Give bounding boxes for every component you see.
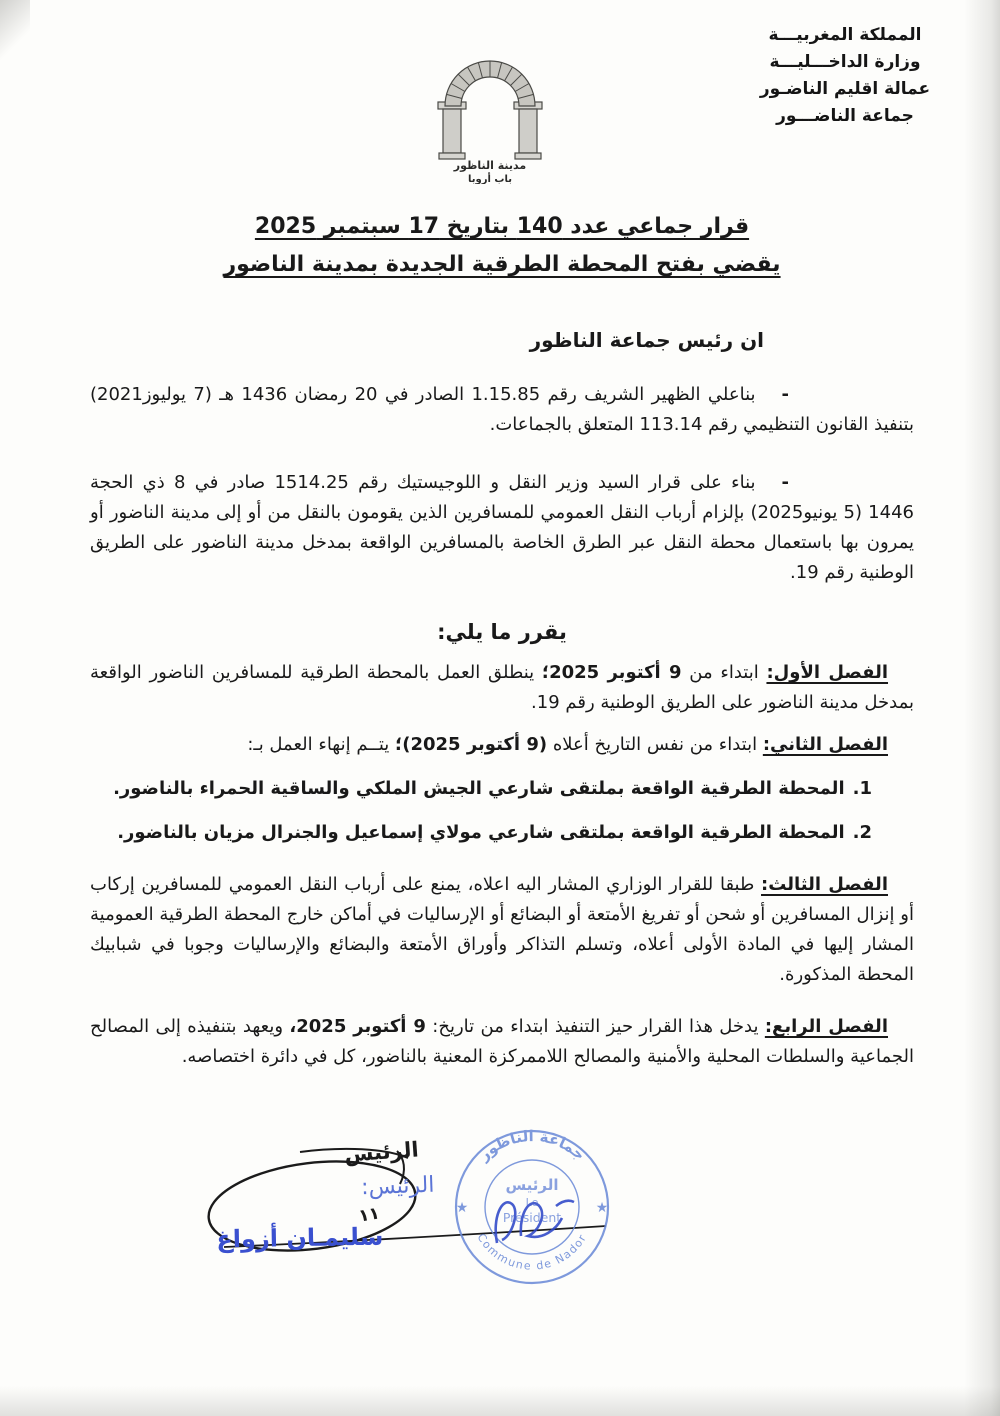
article-4 (90, 1012, 914, 1072)
stamp-top-arc-text: جماعة الناظور (475, 1127, 589, 1165)
preamble-heading: ان رئيس جماعة الناظور (529, 328, 764, 352)
document-body (90, 208, 914, 1072)
scan-corner-smudge (0, 0, 30, 64)
consideration-1-text: بناعلي الظهير الشريف رقم 1.15.85 الصادر في 20 رمضان 1436 هـ (7 يوليوز2021) بتنفيذ القانون التنظيمي رقم 113.14 المتعلق بالجماعات. (90, 384, 914, 435)
stamp-outer-ring (456, 1131, 608, 1283)
scan-edge-right (964, 0, 1000, 1416)
stamp-center-title-ar: الرئيس (505, 1176, 559, 1194)
article-4-pre: يدخل هذا القرار حيز التنفيذ ابتداء من تاريخ: (425, 1016, 765, 1037)
station-2-number: 2. (852, 822, 872, 843)
article-1-rest: ينطلق العمل بالمحطة الطرقية للمسافرين الناضور الواقعة بمدخل مدينة الناضور على الطريق الوطنية رقم 19. (90, 662, 914, 713)
article-1-pre: ابتداء من (681, 662, 767, 683)
stamp-inner-ring (485, 1160, 579, 1254)
article-1-date: 9 أكتوبر 2025؛ (541, 662, 682, 683)
signature-ellipse (204, 1151, 421, 1262)
arch-pillars (438, 102, 542, 159)
logo-caption-city: مدينة الناظور (453, 159, 527, 172)
article-2-date: (9 أكتوبر 2025)؛ (395, 734, 548, 755)
arch-icon (410, 52, 570, 184)
logo-caption-gate: باب أروبا (468, 174, 512, 184)
article-4-date: 9 أكتوبر 2025، (289, 1016, 426, 1037)
letterhead-line-kingdom: المملكة المغربيـــة (768, 25, 922, 45)
decree-title-line-2: يقضي بفتح المحطة الطرقية الجديدة بمدينة الناضور (223, 252, 781, 277)
letterhead-line-commune: جماعة الناضـــور (776, 106, 914, 126)
article-2-label: الفصل الثاني: (762, 734, 888, 755)
stamp-center-president-fr: Président (502, 1210, 562, 1225)
consideration-2 (90, 468, 914, 588)
decree-title-line-1: قرار جماعي عدد 140 بتاريخ 17 سبتمبر 2025 (254, 214, 750, 239)
stamp-top-arc-text-wrap (474, 1127, 589, 1165)
letterhead (734, 22, 956, 130)
article-3-text: طبقا للقرار الوزاري المشار اليه اعلاه، يمنع على أرباب النقل العمومي للمسافرين إركاب أو إنزال المسافرين أو شحن أو تفريغ الأمتعة أو البضائع أو الإرساليات في أماكن خارج المحطة الطرقية العمومية المشار إليها في المادة الأولى أعلاه، وتسلم التذاكر وأوراق الأمتعة والبضائع والإرساليات وجوبا في شبابيك المحطة المذكورة. (90, 874, 914, 985)
signature-hook (397, 1151, 404, 1184)
article-3-label: الفصل الثالث: (761, 874, 888, 895)
signature-tail-line (224, 1226, 606, 1247)
consideration-1 (90, 380, 914, 440)
article-2-pre: ابتداء من نفس التاريخ أعلاه (547, 734, 763, 755)
president-label-stamped: الرئيس: (360, 1172, 435, 1201)
president-name: سليمـان أزواغ (216, 1222, 384, 1254)
signature-ink (204, 1149, 606, 1261)
handwritten-marks: ١١ (357, 1203, 382, 1227)
scan-edge-bottom (0, 1386, 1000, 1416)
consideration-2-text: بناء على قرار السيد وزير النقل و اللوجيستيك رقم 1514.25 صادر في 8 ذي الحجة 1446 (5 يونيو2025) بإلزام أرباب النقل العمومي للمسافرين الذين يقومون بالنقل من أو إلى مدينة الناضور أو يمرون بها باستعمال محطة النقل عبر الطرق الخاصة بالمسافرين الواقعة بمدخل مدينة الناضور على الطريق الوطنية رقم 19. (90, 472, 914, 583)
decision-heading: يقرر ما يلي: (437, 620, 567, 644)
signature-stroke (300, 1149, 408, 1158)
station-1-text: المحطة الطرقية الواقعة بملتقى شارعي الجيش الملكي والساقية الحمراء بالناضور. (113, 778, 845, 799)
article-2-rest: يتــم إنهاء العمل بـ: (247, 734, 396, 755)
letterhead-line-province: عمالة اقليم الناضـور (759, 79, 931, 99)
station-1-number: 1. (852, 778, 872, 799)
article-2 (90, 730, 914, 760)
article-1 (90, 658, 914, 718)
stamp-center-le: Le (525, 1196, 539, 1209)
article-4-label: الفصل الرابع: (764, 1016, 888, 1037)
stamp-signature-scrawl (496, 1201, 574, 1243)
station-item-2 (90, 818, 914, 848)
dash-icon: - (781, 384, 790, 405)
article-3 (90, 870, 914, 990)
round-stamp (456, 1127, 609, 1283)
stamp-bottom-arc-text-wrap (474, 1231, 589, 1273)
president-title-handwritten: الرئيس (343, 1137, 420, 1167)
letterhead-line-ministry: وزارة الداخـــليـــة (769, 52, 921, 72)
stamp-bottom-arc-text: Commune de Nador (474, 1231, 590, 1273)
stamp-star-right-icon: ★ (595, 1200, 609, 1216)
article-1-label: الفصل الأول: (766, 662, 889, 683)
station-2-text: المحطة الطرقية الواقعة بملتقى شارعي مولاي إسماعيل والجنرال مزيان بالناضور. (117, 822, 845, 843)
city-logo (410, 52, 570, 188)
dash-icon: - (781, 472, 789, 493)
stamp-star-left-icon: ★ (455, 1200, 469, 1216)
article-4-rest: ويعهد بتنفيذه إلى المصالح الجماعية والسلطات المحلية والأمنية والمصالح اللاممركزة المعنية بالناضور، كل في دائرة اختصاصه. (90, 1016, 914, 1067)
decree-title (90, 208, 914, 284)
station-item-1 (90, 774, 914, 804)
